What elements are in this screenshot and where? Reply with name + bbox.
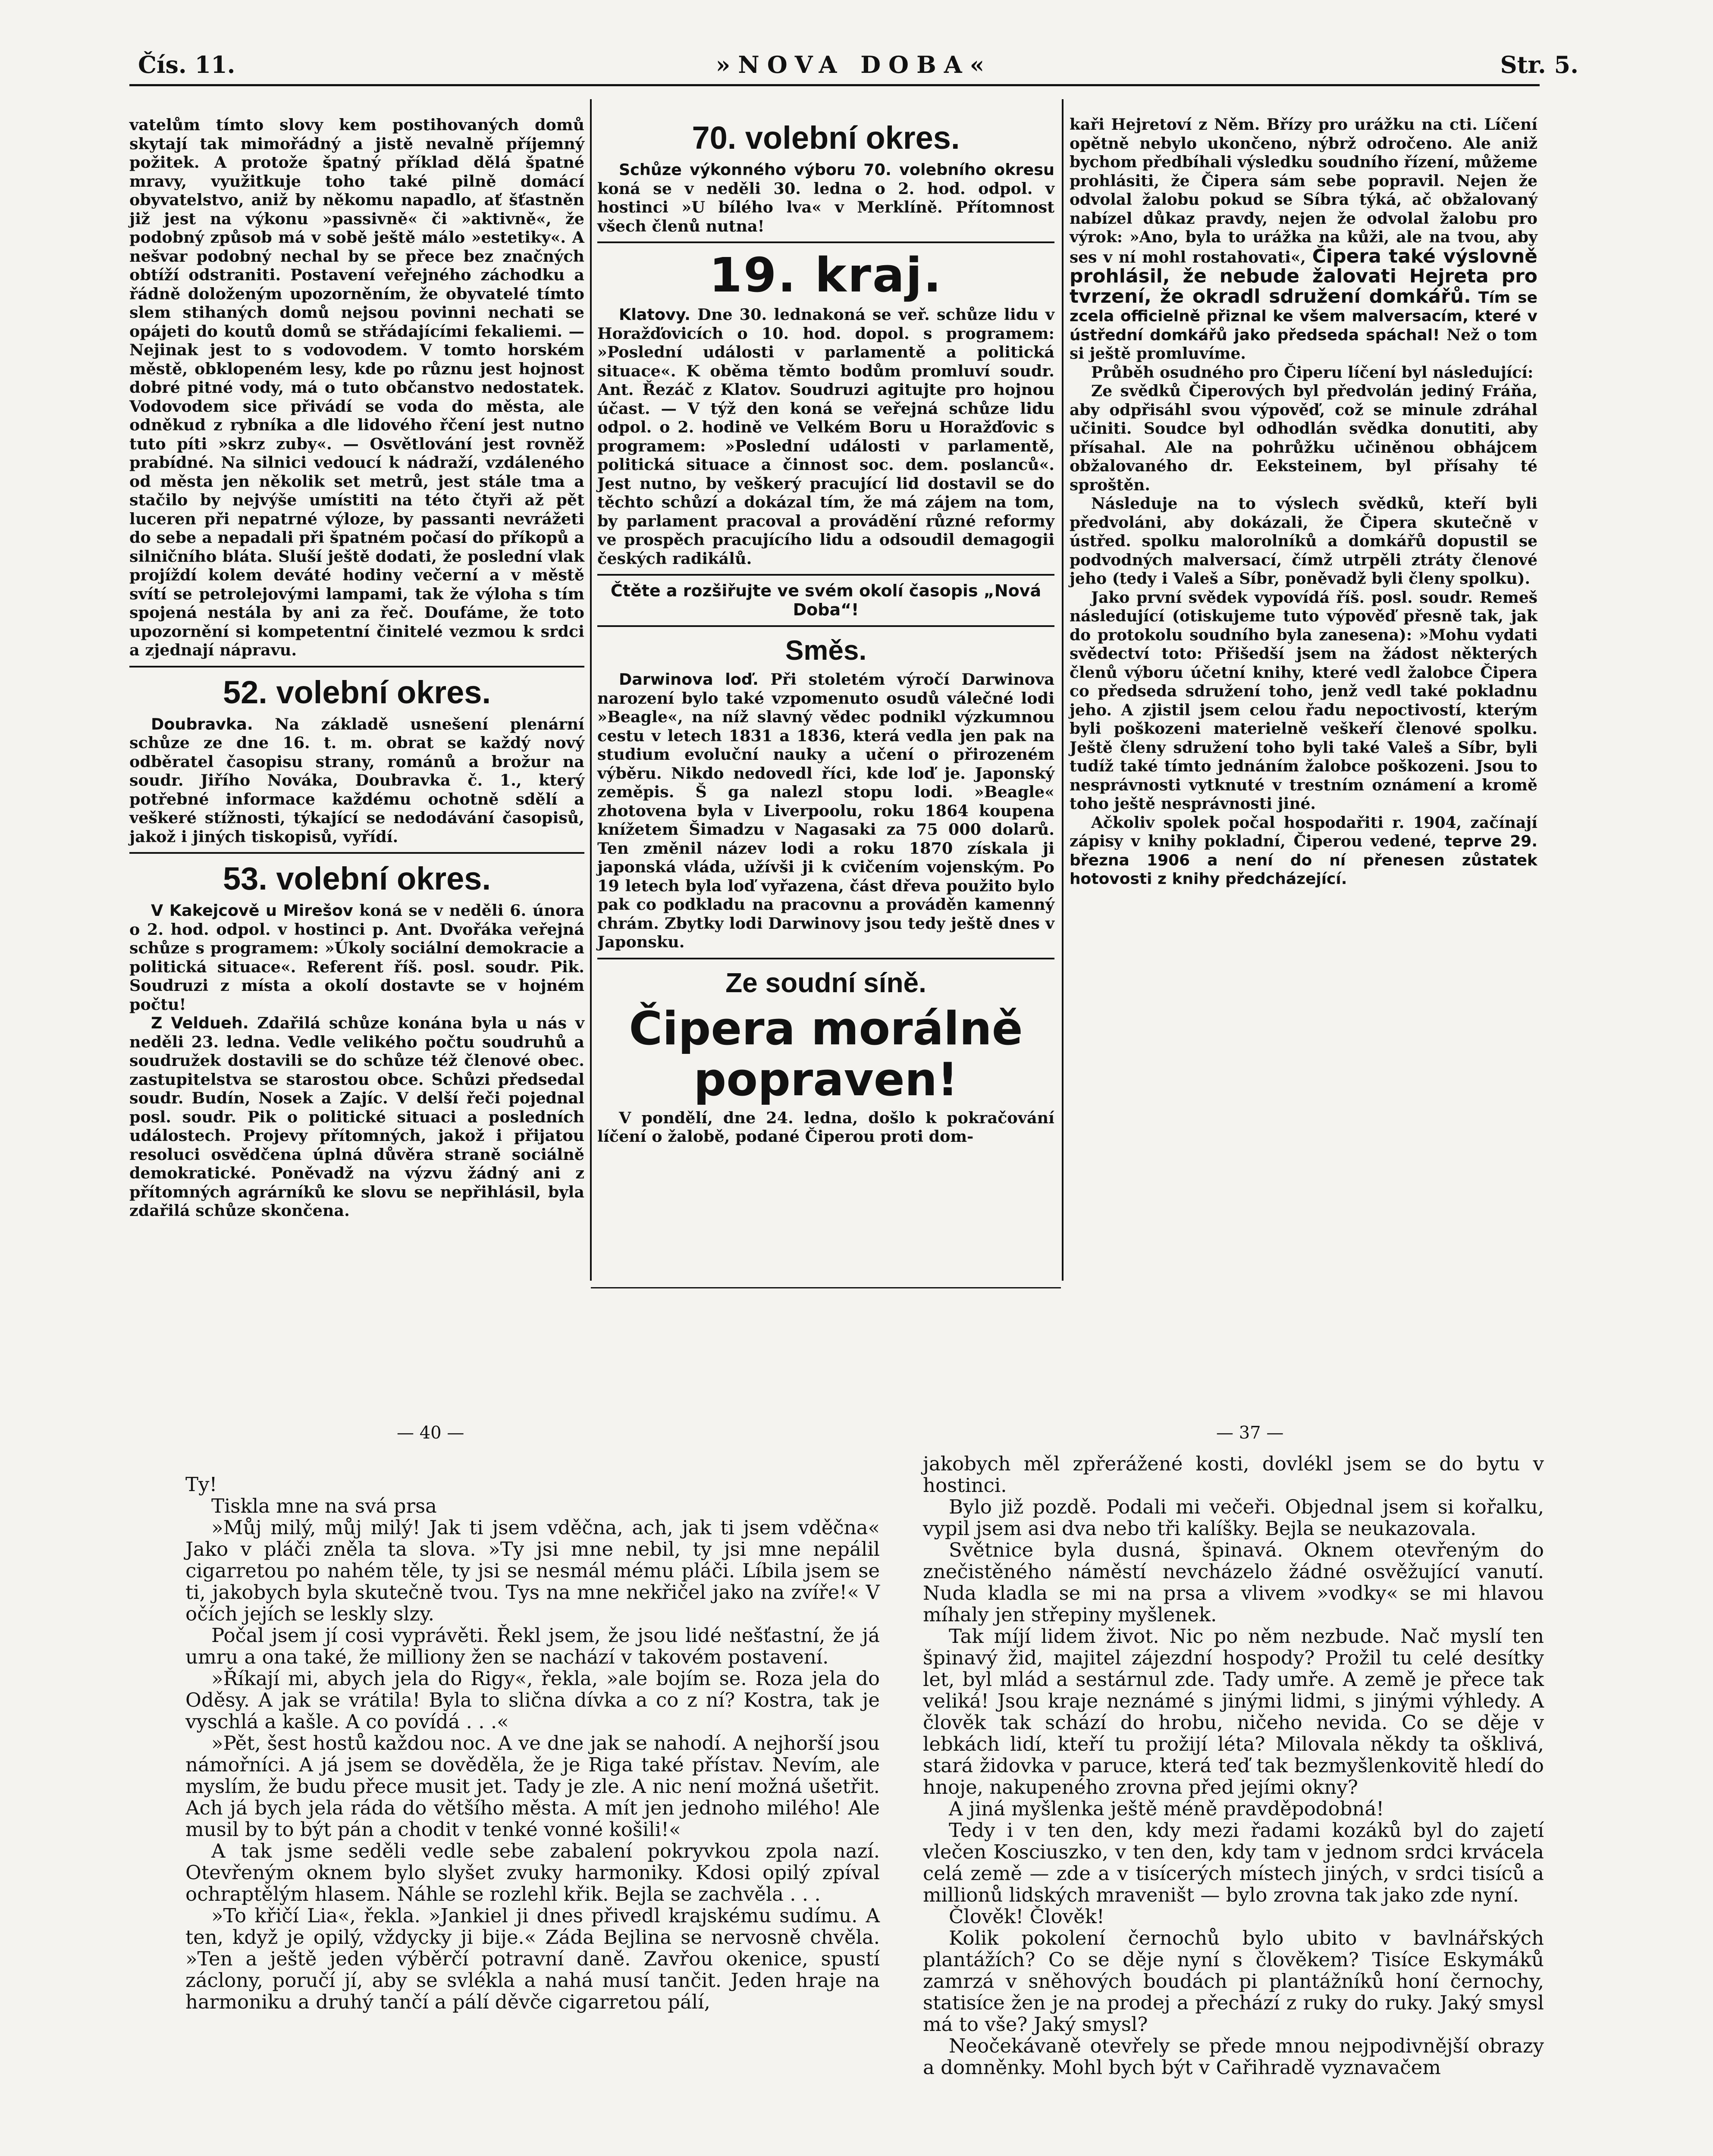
header-rule xyxy=(129,84,1540,86)
notice-lead: Z Veldueh. xyxy=(151,1014,249,1032)
novel-right-page xyxy=(923,1453,1544,2078)
notice-kakejcov xyxy=(129,901,584,1014)
novel-paragraph: Tiskla mne na svá prsa xyxy=(211,1495,437,1517)
notice-lead: Doubravka. xyxy=(151,714,253,733)
article-body: vatelům tímto slovy kem postihovaných domů skytají tak mimořádný a jistě nevalně příjemný požitek. A protože špatný příklad dělá špatné mravy, využitkuje toho také pilně domácí obyvatelstvo, aniž by někomu napadlo, ať šťastněn již jest na výkonu »passivně« či »aktivně«, že podobný způsob má v sobě ještě málo »estetiky«. A nešvar podobný nechal by se přece bez značných obtíží odstraniti. Postavení veřejného záchodku a řádně doloženým upozorněním, že obyvatelé tímto slem stihaných domů nejsou povinni nechati se opájeti do koutů domů se střádajícími fekaliemi. — Nejinak jest to s vodovodem. V tomto horském městě, obklopeném lesy, kde po různu jest hojnost dobré pitné vody, má o tuto občanstvo nedostatek. Vodovodem sice přivádí se voda do města, ale odněkud z rybníka a dle lidového řčení jest nutno tuto píti »skrz zuby«. — Osvětlování jest rovněž prabídné. Na silnici vedoucí k nádraží, vzdáleného od města jen několik set metrů, jest stále tma a stačilo by nejvýše umístiti na této čtyři až pět luceren při nepatrné výloze, by passanti nevrážeti do sebe a nepadali při špatném počasí do příkopů a silničního bláta. Sluší ještě dodati, že poslední vlak projíždí kolem deváté hodiny večerní a v městě svítí se petrolejovými lampami, tak že výloha s tím spojená nestála by ani za řeč. Doufáme, že toto upozornění si kompetentní činitelé vezmou k srdci a zjednají nápravu. xyxy=(129,116,584,659)
bottom-rule xyxy=(591,1287,1061,1288)
novel-left-page xyxy=(185,1474,880,2013)
emphasis-text: Tím se zcela officielně přiznal ke všem malversacím, které v ústřední domkářů jako předseda spáchal! xyxy=(1070,288,1537,344)
novel-paragraph: »Říkají mi, abych jela do Rigy«, řekla, »ale bojím se. Roza jela do Oděsy. A jak se vrátila! Byla to slična dívka a co z ní? Kostra, tak je vyschlá a kašle. A co povídá . . .« xyxy=(185,1667,880,1733)
article-darwin xyxy=(597,670,1054,952)
notice-text: Dne 30. lednakoná se veř. schůze lidu v Horažďovicích o 10. hod. dopol. s programem: »Poslední události v parlamentě a politická situace«. K oběma těmto bodům promluví soudr. Ant. Řezáč z Klatov. Soudruzi agitujte pro hojnou účast. — V týž den koná se veřejná schůze lidu odpol. o 2. hodině ve Velkém Boru u Horažďovic s programem: »Poslední události v parlamentě, politická situace a činnost soc. dem. poslanců«. Jest nutno, by veškerý pracující lid dostavil se do těchto schůzí a dokázal tím, že má zájem na tom, by parlament pracoval a provádění různé reformy ve prospěch pracujícího lidu a odsoudil demagogii českých radikálů. xyxy=(597,305,1054,568)
emphasis-text: teprve 29. března 1906 a není do ní přenesen zůstatek hotovosti z knihy předcházející. xyxy=(1070,833,1537,888)
section-heading-kraj: 19. kraj. xyxy=(709,248,943,303)
novel-page-number-right: — 37 — xyxy=(1216,1423,1284,1443)
notice-text: koná se v neděli 6. února o 2. hod. odpol. v hostinci p. Ant. Dvořáka veřejná schůze s programem: »Úkoly sociální demokracie a politická situace«. Referent říš. posl. soudr. Pik. Soudruzi z místa a okolí dostavte se v hojném počtu! xyxy=(129,901,584,1014)
article-text: kaři Hejretoví z Něm. Břízy pro urážku na cti. Líčení opětně nebylo ukončeno, nýbrž odročeno. Ale aniž bychom předbíhali výsledku soudního řízení, můžeme prohlásiti, že Čipera sám sebe popravil. Nejen že odvolal žalobu pokud se Síbra týká, ač obžalovaný nabízel důkaz pravdy, nejen že odvolal žalobu pro výrok: »Ano, byla to urážka na kůži, ale na tvou, aby ses v ní mohl rostahovati«, xyxy=(1070,116,1537,266)
notice-veldueh xyxy=(129,1014,584,1220)
column-divider xyxy=(1062,99,1064,1281)
section-heading-53: 53. volební okres. xyxy=(223,861,491,896)
notice-text: koná se v neděli 30. ledna o 2. hod. odpol. v hostinci »U bílého lva« v Merklíně. Přítomnost všech členů nutna! xyxy=(597,179,1054,235)
page-number: Str. 5. xyxy=(1500,51,1578,78)
article-text: Ze svědků Čiperových byl předvolán jediný Fráňa, aby odpřisáhl svou výpověď, což se minule zdráhal učiniti. Soudce byl odhodlán svědka donutiti, aby přísahal. Ale na pohrůžku učiněnou obhájcem obžalovaného dr. Eeksteinem, byl přísahy té sproštěn. xyxy=(1070,382,1537,494)
page-header xyxy=(125,51,1583,85)
notice-text: Zdařilá schůze konána byla u nás v neděli 23. ledna. Vedle velikého počtu soudruhů a soudružek dostavili se do schůze též členové obec. zastupitelstva se starostou obce. Schůzi předsedal soudr. Budín, Nosek a Zajíc. V delší řeči pojednal posl. soudr. Pik o politické situaci a posledních událostech. Projevy přítomných, jakož i přijatou resoluci osvědčena úplná důvěra straně sociálně demokratické. Poněvadž na výzvu žádný ani z přítomných agrárníků ke slovu se nepřihlásil, byla zdařilá schůze skončena. xyxy=(129,1014,584,1220)
novel-paragraph: Neočekávaně otevřely se přede mnou nejpodivnější obrazy a domněnky. Mohl bych být v Cařihradě vyznavačem xyxy=(923,2034,1544,2079)
article-text: Jako první svědek vypovídá říš. posl. soudr. Remeš následující (otiskujeme tuto výpověď přesně tak, jak do protokolu soudního byla zanesena): »Mohu vydati svědectví toto: Přišedší jsem na žádost některých členů výboru účetní knihy, které vedl žalobce Čipera co předseda sdružení toho, jenž vedl také pokladnu jeho. A zjistil jsem celou řadu nepoctivostí, kterým byli poškozeni materielně veškeří členové spolku. Ještě členy sdružení toho byli také Valeš a Síbr, byli tudíž také tímto jednáním žalobce poškozeni. Jsou to nesprávnosti vytknuté v trestním oznámení a kromě toho ještě nesprávnosti jiné. xyxy=(1070,588,1537,813)
article-text: Průběh osudného pro Čiperu líčení byl následující: xyxy=(1091,363,1534,382)
article-cipera-cont xyxy=(1070,116,1537,364)
article-text: Při stoletém výročí Darwinova narození bylo také vzpomenuto osudů válečné lodi »Beagle«, na níž slavný vědec podnikl výzkumnou cestu v letech 1831 a 1836, která vedla jen pak na studium evoluční nauky a učení o přirozeném výběru. Nikdo nedovedl říci, kde loď je. Japonský zeměpis. Š ga nalezl stopu lodi. »Beagle« zhotovena byla v Liverpoolu, roku 1864 koupena knížetem Šimadzu v Nagasaki za 75 000 dolarů. Ten změnil název lodi a roku 1870 získala ji japonská vláda, užívši ji k cvičením vojenským. Po 19 letech byla loď vyřazena, část dřeva použito bylo pak co podkladu na pracovnu a prováděn kamenný chrám. Zbytky lodi Darwinovy jsou tedy ještě dnes v Japonsku. xyxy=(597,670,1055,951)
notice-lead: V Kakejcově u Mirešov xyxy=(151,901,353,920)
novel-paragraph: Člověk! Člověk! xyxy=(949,1905,1104,1928)
novel-paragraph: A tak jsme seděli vedle sebe zabalení pokryvkou zpola nazí. Otevřeným oknem bylo slyšet zvuky harmoniky. Kdosi opilý zpíval ochraptělým hlasem. Náhle se rozlehl křik. Bejla se zachvěla . . . xyxy=(185,1839,880,1905)
novel-paragraph: Kolik pokolení černochů bylo ubito v bavlnářských plantážích? Co se děje nyní s člověkem? Tisíce Eskymáků zamrzá v sněhových boudách pi plantážníků honí černochy, statisíce žen je na prodej a přechází z ruky do ruky. Jaký smysl má to vše? Jaký smysl? xyxy=(923,1927,1544,2036)
article-cipera-start: V pondělí, dne 24. ledna, došlo k pokračování líčení o žalobě, podané Čiperou proti dom- xyxy=(597,1108,1054,1146)
emphasis-text: Čipera také výslovně prohlásil, že nebude žalovati Hejreta pro tvrzení, že okradl sdružení domkářů. xyxy=(1070,245,1537,307)
separator xyxy=(129,666,584,667)
novel-paragraph: Počal jsem jí cosi vyprávěti. Řekl jsem, že jsou lidé nešťastní, že já umru a ona také, že milliony žen se nachází v takovém postavení. xyxy=(185,1624,880,1668)
separator xyxy=(597,574,1054,576)
notice-lead: Klatovy. xyxy=(619,305,691,324)
novel-paragraph: A jiná myšlenka ještě méně pravděpodobná! xyxy=(949,1797,1384,1820)
section-heading-52: 52. volební okres. xyxy=(223,674,491,710)
novel-paragraph: Bylo již pozdě. Podali mi večeři. Objednal jsem si kořalku, vypil jsem asi dva nebo tři kalíšky. Bejla se neukazovala. xyxy=(923,1495,1544,1540)
article-final xyxy=(1070,814,1537,889)
section-heading-soud: Ze soudní síně. xyxy=(725,967,926,998)
separator xyxy=(597,958,1054,959)
novel-page-number-left: — 40 — xyxy=(397,1423,464,1443)
notice-text: Na základě usnešení plenární schůze ze dne 16. t. m. obrat se každý nový odběratel časopisu strany, románů a brožur na soudr. Jiřího Nováka, Doubravka č. 1., který potřebné informace každému ochotně sdělí a veškeré stížnosti, týkající se nedodávání časopisů, jakož i jiných tiskopisů, vyřídí. xyxy=(129,714,584,846)
section-heading-70: 70. volební okres. xyxy=(692,120,960,156)
article-lead: Darwinova loď. xyxy=(619,670,759,689)
promo-line: Čtěte a rozšiřujte ve svém okolí časopis „Nová Doba“! xyxy=(610,581,1042,619)
column-1 xyxy=(129,116,584,1220)
article-text: Než o tom si ještě promluvíme. xyxy=(1070,326,1537,363)
novel-paragraph: »Můj milý, můj milý! Jak ti jsem vděčna, ach, jak ti jsem vděčna« Jako v pláči zněla ta slova. »Ty jsi mne nebil, ty jsi mne nepálil cigarretou po nahém těle, ty jsi se nesmál mému pláči. Líbila jsem se ti, jakobych byla skutečně tvou. Tys na mne nekřičel jako na zvíře!« V očích jejích se leskly slzy. xyxy=(185,1516,880,1625)
separator xyxy=(597,625,1054,627)
column-3 xyxy=(1070,116,1537,889)
issue-number: Čís. 11. xyxy=(138,51,235,78)
notice-doubravka xyxy=(129,715,584,846)
column-2 xyxy=(597,116,1054,1146)
novel-paragraph: »Pět, šest hostů každou noc. A ve dne jak se nahodí. A nejhorší jsou námořníci. A já jsem se dověděla, že je Riga také přístav. Nevím, ale myslím, že budu přece musit jet. Tady je zle. A nic není možná ušetřit. Ach já bych jela ráda do většího města. A mít jen jednoho milého! Ale musil by to být pán a chodit v tenké vonné košili!« xyxy=(185,1732,880,1841)
novel-paragraph: »To křičí Lia«, řekla. »Jankiel ji dnes přivedl krajskému sudímu. A ten, když je opilý, vždycky ji bije.« Záda Bejlina se nervosně chvěla. »Ten a ještě jeden výběrčí potravní daně. Zavřou okenice, spustí záclony, poručí jí, aby se svlékla a nahá musí tančit. Jeden hraje na harmoniku a druhý tančí a pálí děvče cigarretou pálí, xyxy=(185,1904,880,2013)
notice-lead: Schůze výkonného výboru 70. volebního okresu xyxy=(619,160,1054,179)
masthead-title: »NOVA DOBA« xyxy=(715,51,992,78)
separator xyxy=(129,852,584,854)
article-text: Ačkoliv spolek počal hospodařiti r. 1904, začínají zápisy v knihy pokladní, Čiperou vedené, xyxy=(1070,813,1537,850)
notice-klatovy xyxy=(597,305,1054,568)
novel-paragraph: Tak míjí lidem život. Nic po něm nezbude. Nač myslí ten špinavý žid, majitel zájezdní hospody? Prožil tu celé desítky let, byl mlád a sestárnul zde. Tady umře. A země je přece tak veliká! Jsou kraje neznámé s jinými lidmi, s jinými výhledy. A člověk tak schází do hrobu, ničeho nevida. Co se děje v lebkách lidí, kteří tu prožijí léta? Milovala někdy ta ošklivá, stará židovka v paruce, která teď tak bezmyšlenkovitě hledí do hnoje, nakupeného zrovna před jejími okny? xyxy=(923,1625,1544,1799)
notice-schuze-70 xyxy=(597,160,1054,235)
headline-cipera: Čipera morálně popraven! xyxy=(629,1002,1023,1106)
column-divider xyxy=(590,99,592,1281)
novel-paragraph: Světnice byla dusná, špinavá. Oknem otevřeným do znečistěného náměstí nevcházelo žádné osvěžující vanutí. Nuda kladla se mi na prsa a vlivem »vodky« se mi hlavou míhaly jen střepiny myšlenek. xyxy=(923,1539,1544,1626)
novel-paragraph: jakobych měl zpřerážené kosti, dovlékl jsem se do bytu v hostinci. xyxy=(923,1452,1544,1497)
article-text: Následuje na to výslech svědků, kteří byli předvoláni, aby dokázali, že Čipera skutečně v ústřed. spolku malorolníků a domkářů dopustil se podvodných malversací, čímž utrpěli ztráty členové jeho (tedy i Valeš a Síbr, poněvadž byli členy spolku). xyxy=(1070,495,1537,588)
novel-paragraph: Ty! xyxy=(185,1473,217,1496)
section-heading-smes: Směs. xyxy=(785,635,867,666)
novel-paragraph: Tedy i v ten den, kdy mezi řadami kozáků byl do zajetí vlečen Kosciuszko, v ten den, kdy tam v jednom srdci krvácela celá země — zde a v tisícerých místech jiných, v srdci tisíců a millionů lidských mraveništ — bylo zrovna tak jako zde nyní. xyxy=(923,1819,1544,1906)
separator xyxy=(597,241,1054,243)
